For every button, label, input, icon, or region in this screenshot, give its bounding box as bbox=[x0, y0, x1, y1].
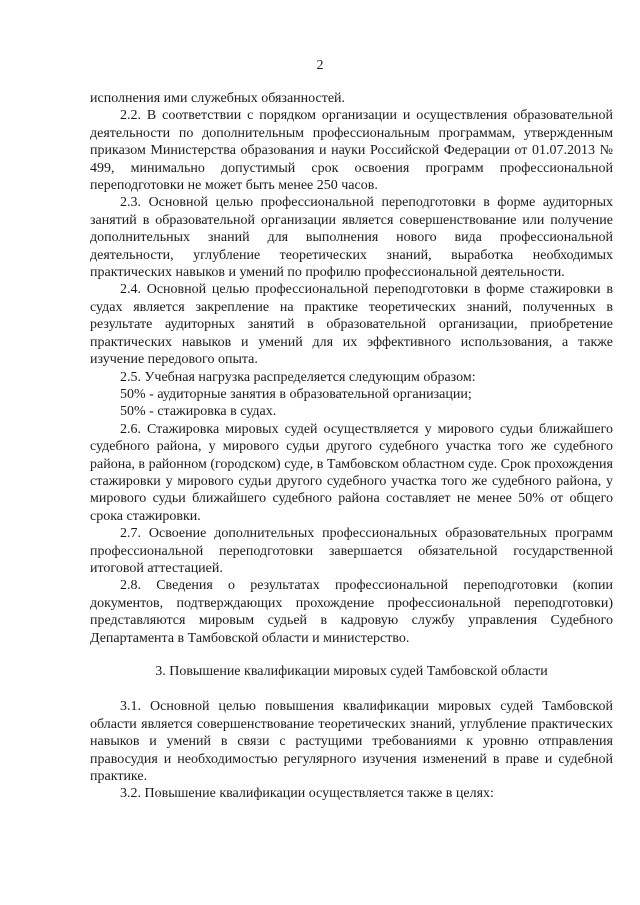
paragraph-2-4: 2.4. Основной целью профессиональной переподготовки в форме стажировки в судах является закрепление на практике теоретических знаний, полученных в результате аудиторных занятий в образовательной организации, приобретение практических навыков и умений для их эффективного использования, а также изучение передового опыта. bbox=[90, 282, 613, 368]
paragraph-2-6: 2.6. Стажировка мировых судей осуществляется у мирового судьи ближайшего судебного района, у мирового судьи другого судебного участка того же судебного района, в районном (городском) суде, в Тамбовском областном суде. Срок прохождения стажировки у мирового судьи другого судебного участка того же судебного района, у мирового судьи ближайшего судебного района составляет не менее 50% от общего срока стажировки. bbox=[90, 421, 613, 524]
document-body bbox=[90, 90, 613, 803]
paragraph-2-2: 2.2. В соответствии с порядком организации и осуществления образовательной деятельности по дополнительным профессиональным программам, утвержденным приказом Министерства образования и науки Российской Федерации от 01.07.2013 № 499, минимально допустимый срок освоения программ профессиональной переподготовки не может быть менее 250 часов. bbox=[90, 108, 613, 194]
paragraph-2-7: 2.7. Освоение дополнительных профессиональных образовательных программ профессиональной переподготовки завершается обязательной государственной итоговой аттестацией. bbox=[90, 526, 613, 576]
page-number: 2 bbox=[316, 58, 324, 73]
list-item-internship: 50% - стажировка в судах. bbox=[120, 404, 277, 420]
section-heading: 3. Повышение квалификации мировых судей Тамбовской области bbox=[155, 664, 548, 679]
paragraph-2-8: 2.8. Сведения о результатах профессиональной переподготовки (копии документов, подтверждающих прохождение профессиональной переподготовки) представляются мировым судьей в кадровую службу управления Судебного Департамента в Тамбовской области и министерство. bbox=[90, 578, 613, 646]
paragraph-2-3: 2.3. Основной целью профессиональной переподготовки в форме аудиторных занятий в образовательной организации является совершенствование или получение дополнительных знаний для выполнения нового вида профессиональной деятельности, углубление теоретических знаний, выработка необходимых практических навыков и умений по профилю профессиональной деятельности. bbox=[90, 195, 613, 281]
paragraph-3-1: 3.1. Основной целью повышения квалификации мировых судей Тамбовской области является совершенствование теоретических знаний, углубление практических навыков и умений в связи с растущими требованиями к уровню отправления правосудия и необходимостью регулярного изучения изменений в праве и судебной практике. bbox=[90, 699, 613, 785]
paragraph-2-5: 2.5. Учебная нагрузка распределяется следующим образом: bbox=[120, 369, 476, 385]
list-item-auditory: 50% - аудиторные занятия в образовательной организации; bbox=[120, 386, 472, 402]
paragraph-continuation: исполнения ими служебных обязанностей. bbox=[90, 91, 346, 106]
paragraph-3-2: 3.2. Повышение квалификации осуществляется также в целях: bbox=[120, 786, 494, 802]
